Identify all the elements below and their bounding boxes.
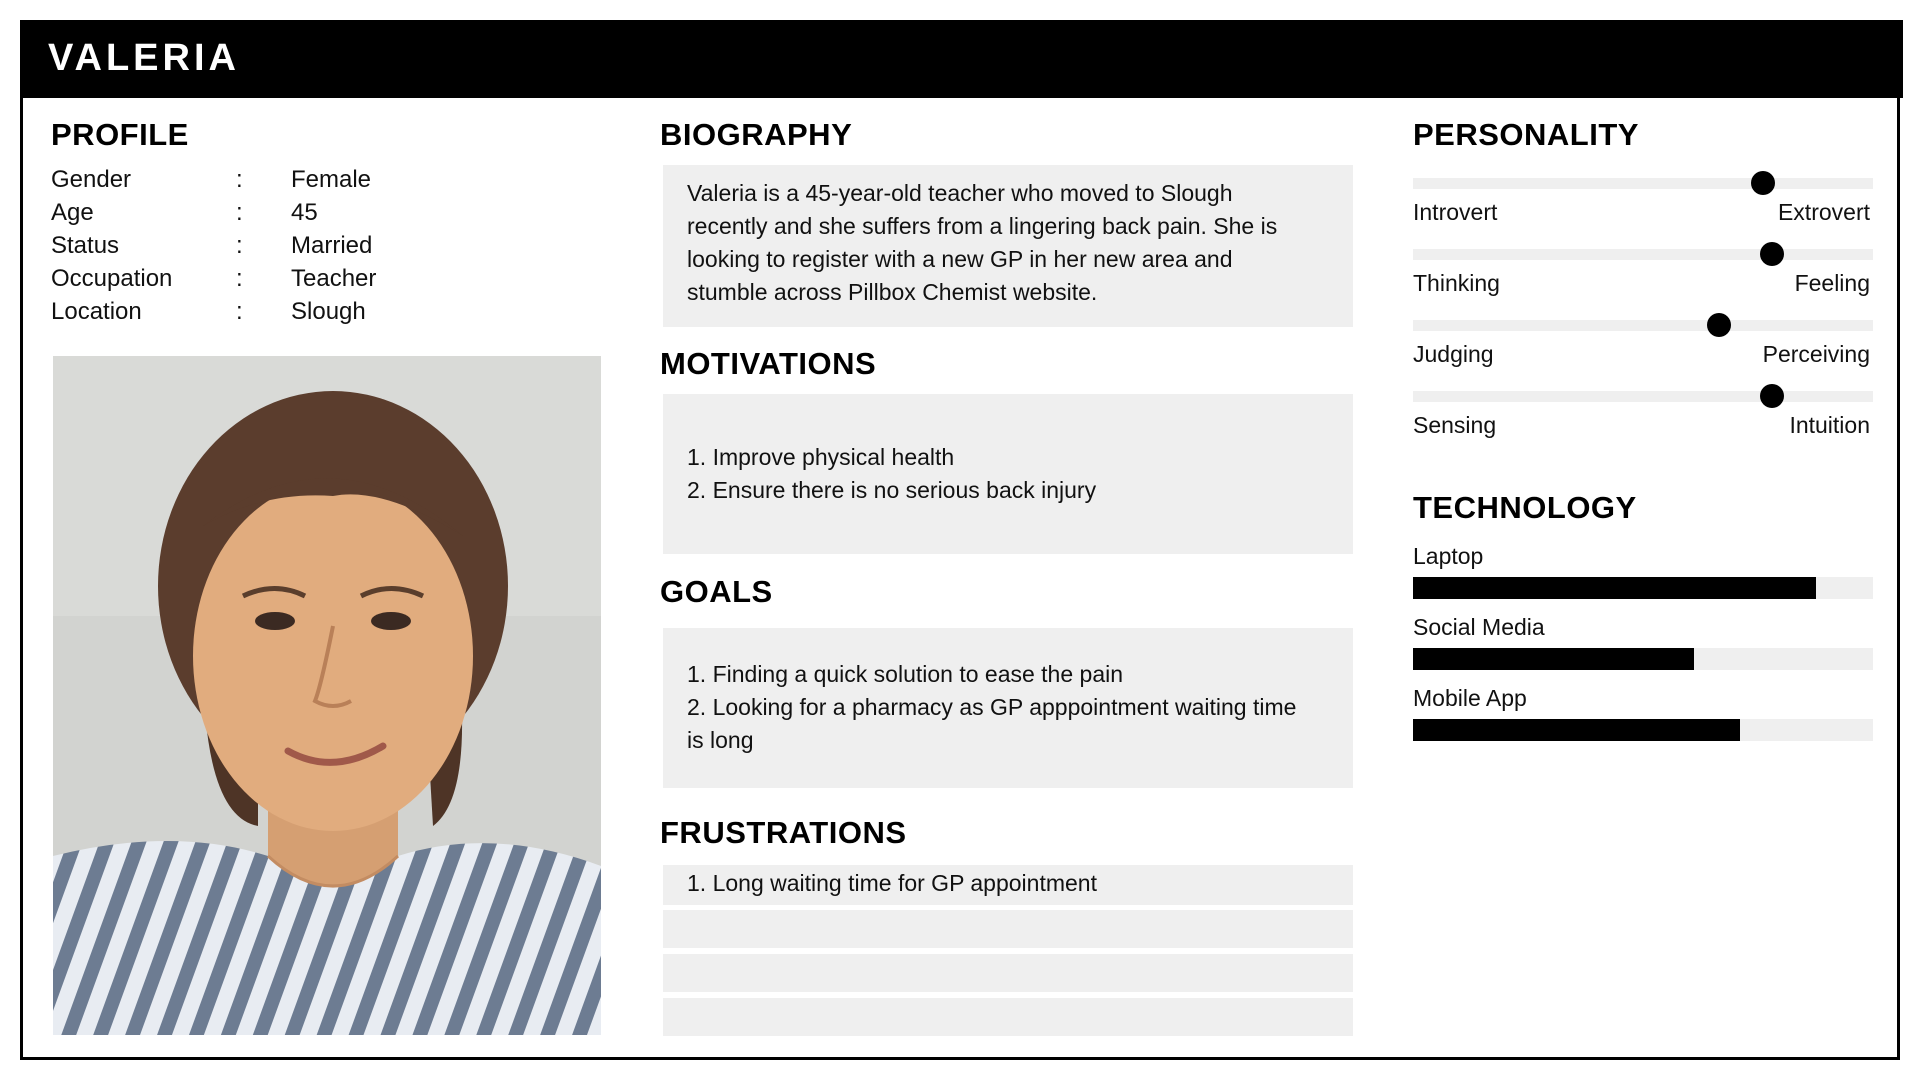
- list-item: 2. Ensure there is no serious back injury: [687, 477, 1097, 503]
- personality-slider-handle: [1751, 171, 1775, 195]
- goals-box: [663, 628, 1353, 788]
- biography-box: [663, 165, 1353, 327]
- personality-slider-track: [1413, 249, 1873, 260]
- personality-slider-handle: [1707, 313, 1731, 337]
- profile-label: Occupation: [51, 265, 173, 292]
- profile-separator: :: [236, 298, 243, 325]
- profile-label: Gender: [51, 166, 132, 193]
- technology-bar-fill: [1413, 577, 1816, 599]
- profile-table: [51, 163, 611, 328]
- persona-photo: [53, 356, 601, 1035]
- trait-left-label: Judging: [1413, 341, 1494, 367]
- profile-separator: :: [236, 199, 243, 226]
- profile-row-status: [51, 229, 611, 262]
- persona-portrait-illustration: [53, 356, 601, 1035]
- profile-row-gender: [51, 163, 611, 196]
- biography-line: looking to register with a new GP in her new area and: [687, 246, 1233, 272]
- personality-heading: PERSONALITY: [1413, 117, 1639, 152]
- personality-slider-handle: [1760, 384, 1784, 408]
- persona-name: VALERIA: [48, 37, 240, 79]
- frustrations-box: [663, 865, 1353, 905]
- technology-label: Social Media: [1413, 614, 1545, 640]
- trait-right-label: Extrovert: [1777, 199, 1870, 225]
- personality-slider-handle: [1760, 242, 1784, 266]
- profile-value: 45: [291, 199, 318, 226]
- trait-left-label: Thinking: [1413, 270, 1500, 296]
- frustrations-empty-row: [663, 954, 1353, 992]
- list-item: 1. Improve physical health: [687, 444, 955, 470]
- technology-bar-track: [1413, 577, 1873, 599]
- goals-line: 1. Finding a quick solution to ease the pain: [687, 661, 1124, 687]
- trait-right-label: Perceiving: [1762, 341, 1870, 367]
- frustrations-heading: FRUSTRATIONS: [660, 815, 907, 850]
- personality-slider-track: [1413, 320, 1873, 331]
- trait-right-label: Intuition: [1789, 412, 1870, 438]
- profile-row-age: [51, 196, 611, 229]
- technology-bar-track: [1413, 719, 1873, 741]
- goals-heading: GOALS: [660, 574, 773, 609]
- profile-row-occupation: [51, 262, 611, 295]
- personality-slider-track: [1413, 178, 1873, 189]
- motivations-box: [663, 394, 1353, 554]
- trait-left-label: Introvert: [1413, 199, 1498, 225]
- persona-header: [20, 20, 1903, 98]
- profile-label: Location: [51, 298, 142, 325]
- biography-line: stumble across Pillbox Chemist website.: [687, 279, 1098, 305]
- frustrations-empty-row: [663, 998, 1353, 1036]
- goals-line: is long: [687, 727, 754, 753]
- biography-heading: BIOGRAPHY: [660, 117, 853, 152]
- profile-row-location: [51, 295, 611, 328]
- profile-label: Status: [51, 232, 120, 259]
- technology-bar-fill: [1413, 648, 1694, 670]
- profile-separator: :: [236, 166, 243, 193]
- biography-line: recently and she suffers from a lingering back pain. She is: [687, 213, 1278, 239]
- frustrations-list: [687, 867, 1329, 900]
- biography-line: Valeria is a 45-year-old teacher who moved to Slough: [687, 180, 1233, 206]
- profile-value: Teacher: [291, 265, 377, 292]
- technology-label: Mobile App: [1413, 685, 1527, 711]
- technology-label: Laptop: [1413, 543, 1484, 569]
- frustrations-empty-row: [663, 910, 1353, 948]
- motivations-list: [687, 441, 1329, 507]
- profile-value: Slough: [291, 298, 366, 325]
- profile-separator: :: [236, 265, 243, 292]
- profile-value: Female: [291, 166, 372, 193]
- persona-card: [20, 20, 1900, 1060]
- profile-label: Age: [51, 199, 94, 226]
- trait-right-label: Feeling: [1794, 270, 1870, 296]
- technology-bar-fill: [1413, 719, 1740, 741]
- goals-line: 2. Looking for a pharmacy as GP apppointment waiting time: [687, 694, 1297, 720]
- technology-bar-track: [1413, 648, 1873, 670]
- technology-heading: TECHNOLOGY: [1413, 490, 1637, 525]
- profile-heading: PROFILE: [51, 117, 189, 152]
- list-item: 1. Long waiting time for GP appointment: [687, 870, 1097, 896]
- trait-left-label: Sensing: [1413, 412, 1497, 438]
- motivations-heading: MOTIVATIONS: [660, 346, 877, 381]
- profile-value: Married: [291, 232, 373, 259]
- profile-separator: :: [236, 232, 243, 259]
- personality-slider-track: [1413, 391, 1873, 402]
